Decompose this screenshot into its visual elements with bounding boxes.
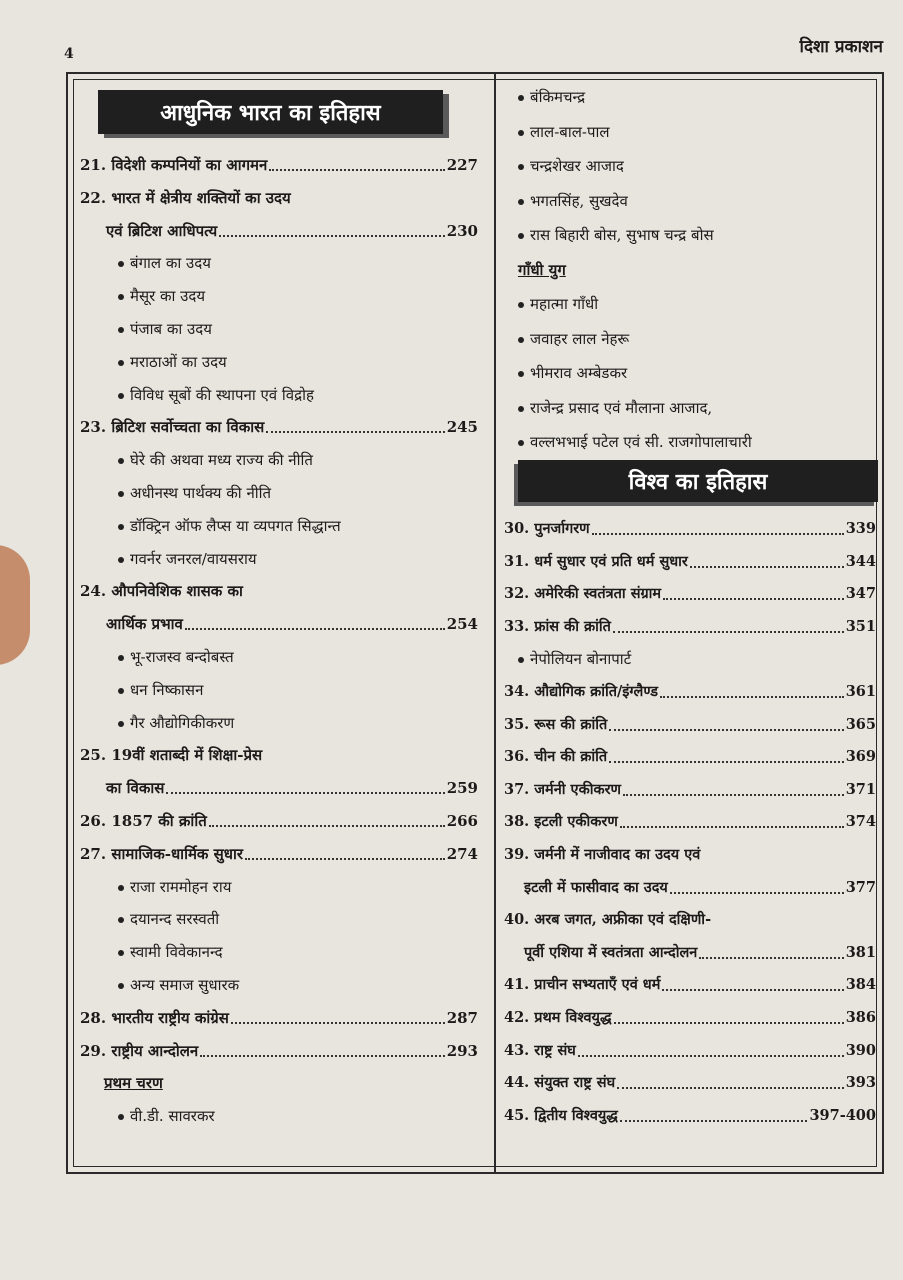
page-ref: 374 [845,813,876,831]
toc-chapter-row [504,742,876,772]
bullet-text: चन्द्रशेखर आजाद [530,157,624,175]
bullet-icon [518,302,524,308]
chapter-title: इटली में फासीवाद का उदय [524,878,668,896]
page-ref: 384 [845,976,876,994]
bullet-icon [518,440,524,446]
page-ref: 381 [845,943,876,961]
bullet-text: मराठाओं का उदय [130,352,227,371]
dot-leader [185,609,445,630]
page-ref: 351 [845,617,876,635]
toc-chapter-row [80,412,478,442]
bullet-text: गवर्नर जनरल/वायसराय [130,549,257,568]
toc-bullet-item [518,82,585,112]
page-ref: 339 [845,520,876,537]
toc-chapter-row [524,938,876,968]
toc-chapter-row [504,547,876,577]
bullet-text: विविध सूबों की स्थापना एवं विद्रोह [130,385,314,404]
bullet-text: मैसूर का उदय [130,287,206,306]
chapter-title: पूर्वी एशिया में स्वतंत्रता आन्दोलन [524,943,698,961]
toc-chapter-row [80,1003,478,1033]
section-title-world-history: विश्व का इतिहास [518,460,878,502]
chapter-title: 41. प्राचीन सभ्यताएँ एवं धर्म [504,976,661,994]
dot-leader [613,612,844,633]
chapter-title: 37. जर्मनी एकीकरण [504,780,622,798]
bullet-icon [518,199,524,205]
bullet-text: महात्मा गाँधी [530,295,599,313]
page-ref: 230 [446,221,478,240]
toc-chapter-row [504,775,876,805]
bullet-icon [118,393,124,399]
dot-leader [617,1068,844,1089]
page-ref: 369 [845,748,876,766]
page-ref: 287 [446,1008,478,1027]
chapter-title: 34. औद्योगिक क्रांति/इंग्लैण्ड [504,683,658,700]
bullet-text: पंजाब का उदय [130,320,212,338]
bullet-text: गैर औद्योगिकीकरण [130,713,235,732]
bullet-icon [518,371,524,377]
column-divider [494,74,496,1172]
page-ref: 259 [446,779,478,798]
chapter-title: 23. ब्रिटिश सर्वोच्चता का विकास [80,418,265,437]
chapter-title: 30. पुनर्जागरण [504,520,590,537]
bullet-icon [118,917,124,923]
page-ref: 390 [845,1041,876,1059]
toc-subheading: गाँधी युग [518,260,566,279]
bullet-text: लाल-बाल-पाल [530,122,610,141]
toc-bullet-item [518,393,712,423]
bullet-text: भगतसिंह, सुखदेव [530,191,628,210]
dot-leader [623,775,844,796]
bullet-text: बंगाल का उदय [130,254,211,273]
toc-chapter-row [80,576,478,606]
toc-bullet-item [518,358,627,388]
dot-leader [690,547,844,568]
page-ref: 371 [845,780,876,798]
toc-chapter-row [504,677,876,707]
toc-bullet-item [518,427,752,457]
dot-leader [620,1101,808,1122]
toc-chapter-row [80,150,478,180]
toc-chapter-row [524,873,876,903]
bullet-icon [118,983,124,989]
toc-bullet-item [118,478,271,508]
toc-bullet-item [118,708,234,738]
page-ref: 254 [446,615,478,634]
page-ref: 397-400 [809,1106,876,1124]
toc-bullet-item [518,289,598,319]
toc-chapter-row [504,579,876,609]
toc-bullet-item [118,970,239,1000]
toc-chapter-row [504,612,876,642]
bullet-icon [118,458,124,464]
toc-bullet-item [118,642,234,672]
chapter-title: 27. सामाजिक-धार्मिक सुधार [80,844,244,863]
toc-chapter-row [504,970,876,1000]
bullet-text: जवाहर लाल नेहरू [530,329,630,348]
bullet-icon [118,950,124,956]
toc-chapter-row [80,740,478,770]
page-ref: 393 [845,1074,876,1092]
chapter-title: 40. अरब जगत, अफ्रीका एवं दक्षिणी- [504,911,712,929]
bullet-text: रास बिहारी बोस, सुभाष चन्द्र बोस [530,226,714,244]
bullet-icon [518,233,524,239]
bullet-icon [118,524,124,530]
chapter-title: 26. 1857 की क्रांति [80,812,207,830]
chapter-title: 24. औपनिवेशिक शासक का [80,582,243,601]
chapter-title: 22. भारत में क्षेत्रीय शक्तियों का उदय [80,188,291,207]
bullet-icon [118,1114,124,1120]
chapter-title: 29. राष्ट्रीय आन्दोलन [80,1041,199,1060]
bullet-icon [118,557,124,563]
toc-chapter-row [504,1101,876,1131]
bullet-text: घेरे की अथवा मध्य राज्य की नीति [130,451,313,470]
page-ref: 361 [845,683,876,700]
bullet-text: राजेन्द्र प्रसाद एवं मौलाना आजाद, [530,398,713,417]
bullet-icon [118,655,124,661]
toc-bullet-item [118,248,211,278]
page-ref: 227 [446,156,478,174]
toc-bullet-item [118,281,205,311]
toc-chapter-row [80,839,478,869]
toc-subheading: प्रथम चरण [104,1074,163,1093]
page-number: 4 [64,46,74,62]
chapter-title: 42. प्रथम विश्वयुद्ध [504,1009,612,1026]
dot-leader [209,806,445,827]
chapter-title: आर्थिक प्रभाव [106,615,183,634]
toc-bullet-item [118,380,314,410]
toc-bullet-item [118,937,223,967]
toc-bullet-item [118,904,219,934]
toc-bullet-item [118,1101,215,1131]
bullet-text: भीमराव अम्बेडकर [530,364,628,382]
chapter-title: का विकास [106,779,165,798]
dot-leader [245,839,445,860]
bullet-icon [518,164,524,170]
dot-leader [166,773,444,794]
toc-chapter-row [80,806,478,836]
dot-leader [614,1003,844,1024]
chapter-title: 32. अमेरिकी स्वतंत्रता संग्राम [504,585,662,603]
page-ref: 377 [845,878,876,896]
page-ref: 386 [845,1009,876,1026]
toc-chapter-row [504,710,876,740]
page-ref: 365 [845,715,876,733]
thumb [0,545,30,665]
dot-leader [200,1036,444,1057]
bullet-text: स्वामी विवेकानन्द [130,943,223,962]
toc-bullet-item [118,675,203,705]
bullet-icon [118,294,124,300]
toc-chapter-row [504,514,876,544]
bullet-icon [518,130,524,136]
toc-chapter-row [504,840,876,870]
toc-bullet-item [118,872,231,902]
bullet-text: अन्य समाज सुधारक [130,976,240,994]
toc-chapter-row [106,773,478,803]
dot-leader [609,710,843,731]
toc-bullet-item [518,186,628,216]
dot-leader [609,742,844,763]
dot-leader [620,807,844,828]
bullet-text: बंकिमचन्द्र [530,88,586,106]
toc-chapter-row [106,609,478,639]
toc-bullet-item [118,544,257,574]
bullet-text: दयानन्द सरस्वती [130,910,220,929]
toc-bullet-item [118,511,341,541]
dot-leader [660,677,844,698]
bullet-icon [118,360,124,366]
bullet-icon [118,491,124,497]
toc-chapter-row [504,1003,876,1033]
bullet-text: अधीनस्थ पार्थक्य की नीति [130,484,272,502]
chapter-title: 21. विदेशी कम्पनियों का आगमन [80,156,268,174]
bullet-icon [518,95,524,101]
toc-chapter-row [80,1036,478,1066]
dot-leader [592,514,844,535]
bullet-text: नेपोलियन बोनापार्ट [530,650,632,669]
chapter-title: 25. 19वीं शताब्दी में शिक्षा-प्रेस [80,746,263,765]
bullet-icon [118,327,124,333]
bullet-icon [518,406,524,412]
dot-leader [663,579,844,600]
chapter-title: 31. धर्म सुधार एवं प्रति धर्म सुधार [504,552,688,570]
toc-bullet-item [518,220,714,250]
dot-leader [578,1036,844,1057]
bullet-icon [118,721,124,727]
bullet-icon [118,885,124,891]
bullet-icon [118,261,124,267]
chapter-title: 39. जर्मनी में नाजीवाद का उदय एवं [504,846,701,863]
toc-bullet-item [118,347,227,377]
bullet-icon [118,688,124,694]
publisher-name: दिशा प्रकाशन [799,37,883,57]
dot-leader [670,873,844,894]
bullet-text: राजा राममोहन राय [130,877,232,896]
chapter-title: 36. चीन की क्रांति [504,748,608,766]
page-ref: 347 [845,585,876,603]
bullet-text: भू-राजस्व बन्दोबस्त [130,648,234,666]
toc-bullet-item [518,644,631,674]
toc-bullet-item [518,117,610,147]
bullet-text: धन निष्कासन [130,680,204,699]
toc-chapter-row [504,807,876,837]
toc-bullet-item [118,314,212,344]
toc-chapter-row [504,1068,876,1098]
bullet-text: वी.डी. सावरकर [130,1107,215,1126]
chapter-title: 44. संयुक्त राष्ट्र संघ [504,1074,616,1092]
bullet-text: वल्लभभाई पटेल एवं सी. राजगोपालाचारी [530,433,752,451]
chapter-title: 38. इटली एकीकरण [504,813,618,831]
page-ref: 344 [845,552,876,570]
dot-leader [231,1003,445,1024]
dot-leader [699,938,843,959]
chapter-title: 28. भारतीय राष्ट्रीय कांग्रेस [80,1008,229,1027]
toc-chapter-row [504,1036,876,1066]
bullet-text: डॉक्ट्रिन ऑफ लैप्स या व्यपगत सिद्धान्त [130,516,341,535]
dot-leader [266,412,444,433]
chapter-title: एवं ब्रिटिश आधिपत्य [106,221,218,240]
chapter-title: 45. द्वितीय विश्वयुद्ध [504,1106,618,1124]
toc-bullet-item [118,445,313,475]
dot-leader [662,970,843,991]
toc-bullet-item [518,324,629,354]
contents-frame [66,72,884,1174]
page-ref: 274 [446,844,478,863]
section-title-modern-india: आधुनिक भारत का इतिहास [98,90,443,134]
toc-chapter-row [106,216,478,246]
bullet-icon [518,657,524,663]
page-ref: 293 [446,1041,478,1060]
dot-leader [269,150,444,171]
chapter-title: 43. राष्ट्र संघ [504,1041,576,1059]
page-ref: 266 [446,812,478,830]
toc-bullet-item [518,151,624,181]
page-ref: 245 [446,418,478,437]
toc-chapter-row [80,183,478,213]
bullet-icon [518,337,524,343]
chapter-title: 33. फ्रांस की क्रांति [504,617,611,635]
chapter-title: 35. रूस की क्रांति [504,715,608,733]
toc-chapter-row [504,905,876,935]
dot-leader [219,216,445,237]
